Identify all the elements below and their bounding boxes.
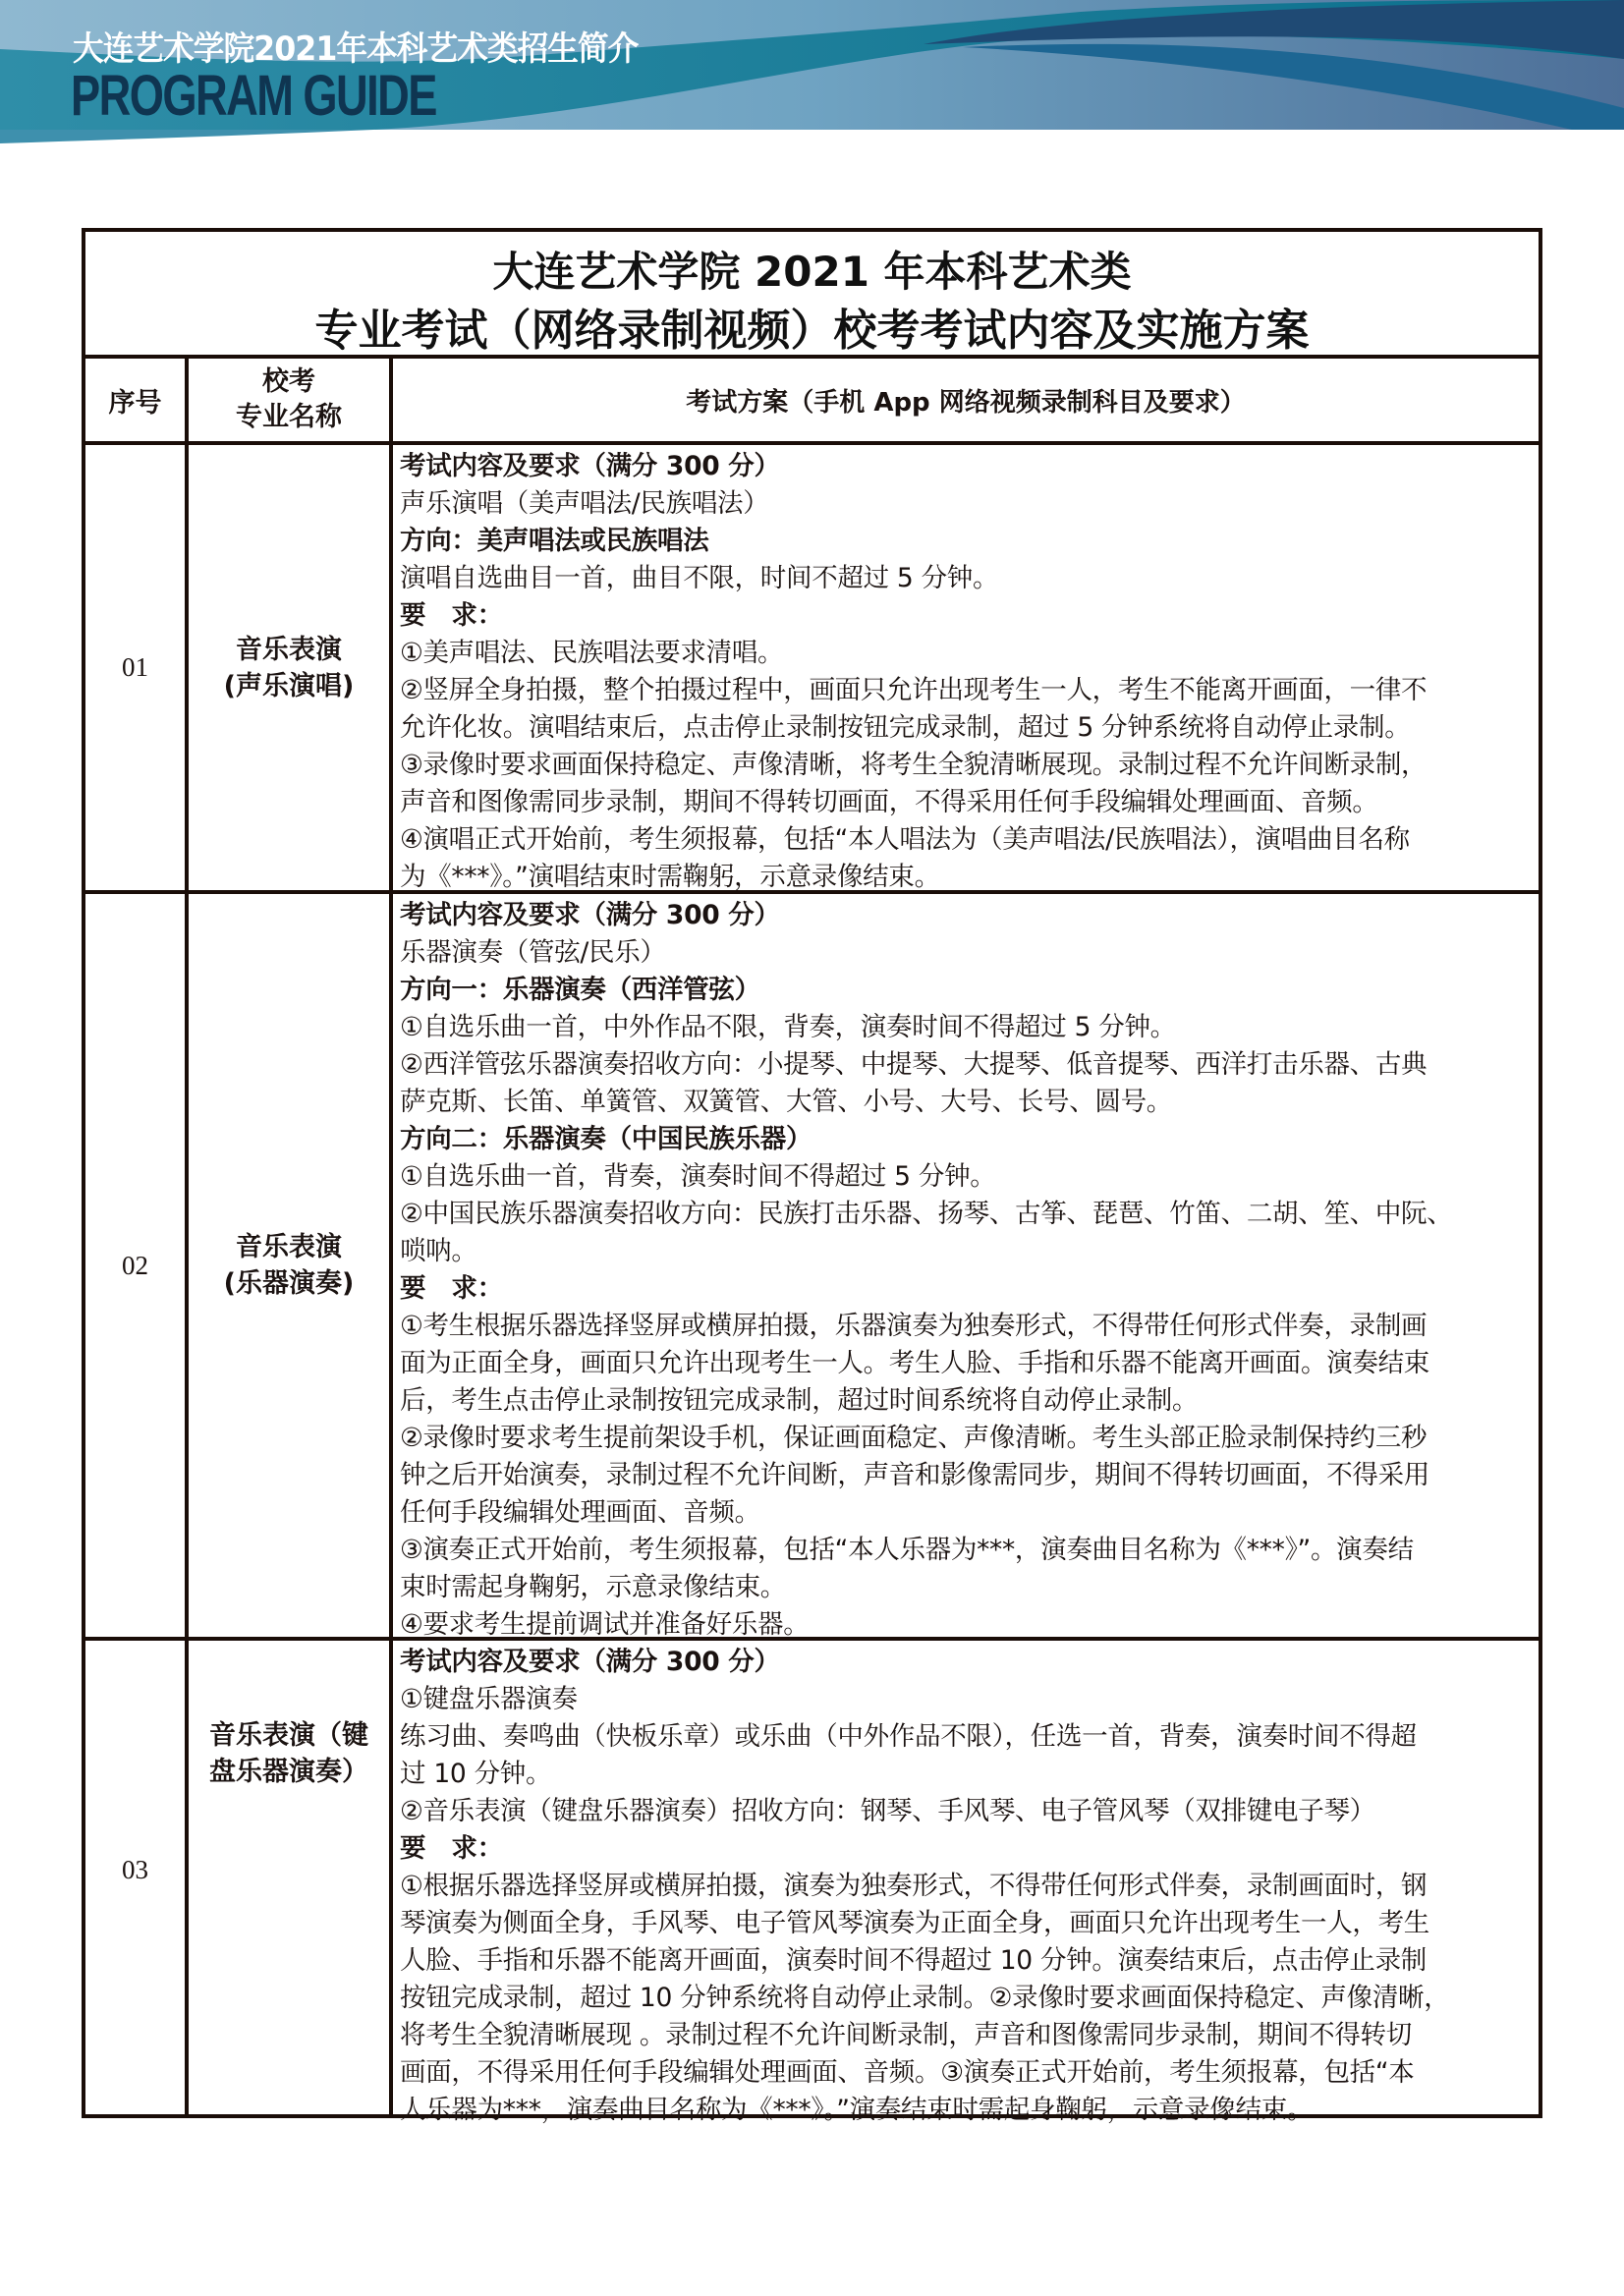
- header-exam-plan: 考试方案（手机 App 网络视频录制科目及要求）: [686, 387, 1246, 418]
- plan-text-line: 练习曲、奏鸣曲（快板乐章）或乐曲（中外作品不限），任选一首，背奏，演奏时间不得超: [400, 1721, 1417, 1752]
- row-major-name-line-1: 音乐表演: [236, 1232, 342, 1262]
- plan-text-line: 任何手段编辑处理画面、音频。: [400, 1497, 760, 1528]
- row-major-name-line-2: 盘乐器演奏）: [209, 1757, 368, 1787]
- plan-text-line: ③录像时要求画面保持稳定、声像清晰，将考生全貌清晰展现。录制过程不允许间断录制，: [400, 750, 1428, 780]
- plan-heading-line: 要 求：: [400, 600, 503, 631]
- header-major-name-line-1: 校考: [262, 366, 315, 397]
- table-row: [85, 1641, 1539, 2125]
- table-row: [85, 894, 1539, 1641]
- plan-heading-line: 方向一：乐器演奏（西洋管弦）: [400, 975, 760, 1005]
- banner-chinese-title: 大连艺术学院2021年本科艺术类招生简介: [73, 29, 639, 69]
- table-header-row: [85, 359, 1539, 445]
- plan-text-line: ③演奏正式开始前，考生须报幕，包括“本人乐器为***，演奏曲目名称为《***》”。演奏结: [400, 1535, 1414, 1565]
- plan-text-line: ②录像时要求考生提前架设手机，保证画面稳定、声像清晰。考生头部正脸录制保持约三秒: [400, 1423, 1428, 1453]
- table-title-line-2: 专业考试（网络录制视频）校考考试内容及实施方案: [314, 306, 1310, 356]
- plan-text-line: 束时需起身鞠躬，示意录像结束。: [400, 1572, 786, 1602]
- plan-text-line: 萨克斯、长笛、单簧管、双簧管、大管、小号、大号、长号、圆号。: [400, 1087, 1172, 1117]
- row-seq-number: 03: [122, 1855, 148, 1884]
- plan-text-line: 将考生全貌清晰展现 。录制过程不允许间断录制，声音和图像需同步录制，期间不得转切: [400, 2020, 1412, 2050]
- plan-text-line: ④演唱正式开始前，考生须报幕，包括“本人唱法为（美声唱法/民族唱法），演唱曲目名称: [400, 824, 1410, 855]
- plan-heading-line: 考试内容及要求（满分 300 分）: [400, 451, 780, 481]
- plan-heading-line: 方向二：乐器演奏（中国民族乐器）: [400, 1124, 812, 1154]
- plan-text-line: 声乐演唱（美声唱法/民族唱法）: [400, 488, 769, 519]
- plan-text-line: ①键盘乐器演奏: [400, 1684, 578, 1714]
- plan-text-line: 乐器演奏（管弦/民乐）: [400, 937, 666, 968]
- plan-text-line: ②竖屏全身拍摄，整个拍摄过程中，画面只允许出现考生一人，考生不能离开画面，一律不: [400, 675, 1428, 705]
- row-seq-number: 02: [122, 1250, 148, 1280]
- plan-text-line: 按钮完成录制，超过 10 分钟系统将自动停止录制。②录像时要求画面保持稳定、声像清晰，: [400, 1983, 1450, 2013]
- plan-text-line: ②音乐表演（键盘乐器演奏）招收方向：钢琴、手风琴、电子管风琴（双排键电子琴）: [400, 1796, 1375, 1826]
- row-major-name-line-1: 音乐表演（键: [209, 1720, 368, 1751]
- row-exam-plan: [400, 448, 1529, 896]
- row-major-name-line-2: (乐器演奏): [223, 1268, 355, 1299]
- plan-text-line: 面为正面全身，画面只允许出现考生一人。考生人脸、手指和乐器不能离开画面。演奏结束: [400, 1348, 1429, 1378]
- row-seq-number: 01: [122, 652, 148, 682]
- plan-text-line: 演唱自选曲目一首，曲目不限，时间不超过 5 分钟。: [400, 563, 999, 593]
- row-major-name-line-2: (声乐演唱): [223, 670, 355, 701]
- plan-text-line: 声音和图像需同步录制，期间不得转切画面，不得采用任何手段编辑处理画面、音频。: [400, 787, 1378, 817]
- plan-text-line: ①考生根据乐器选择竖屏或横屏拍摄，乐器演奏为独奏形式，不得带任何形式伴奏，录制画: [400, 1311, 1428, 1341]
- plan-text-line: 后，考生点击停止录制按钮完成录制，超过时间系统将自动停止录制。: [400, 1385, 1199, 1416]
- plan-text-line: ①根据乐器选择竖屏或横屏拍摄，演奏为独奏形式，不得带任何形式伴奏，录制画面时，钢: [400, 1871, 1428, 1901]
- plan-text-line: ①美声唱法、民族唱法要求清唱。: [400, 638, 784, 668]
- row-major-name: [189, 445, 389, 890]
- banner-english-title: PROGRAM GUIDE: [71, 64, 436, 128]
- row-exam-plan: [400, 897, 1529, 1644]
- header-major-name: [189, 359, 389, 441]
- plan-text-line: 允许化妆。演唱结束后，点击停止录制按钮完成录制，超过 5 分钟系统将自动停止录制。: [400, 712, 1411, 743]
- table-title: [85, 232, 1539, 359]
- row-major-name-line-1: 音乐表演: [236, 634, 342, 665]
- plan-text-line: ④要求考生提前调试并准备好乐器。: [400, 1609, 810, 1640]
- row-major-name: [189, 1641, 389, 2118]
- plan-text-line: 唢呐。: [400, 1236, 477, 1266]
- plan-heading-line: 要 求：: [400, 1833, 503, 1864]
- plan-heading-line: 考试内容及要求（满分 300 分）: [400, 900, 780, 930]
- plan-text-line: 画面，不得采用任何手段编辑处理画面、音频。③演奏正式开始前，考生须报幕，包括“本: [400, 2057, 1415, 2088]
- plan-heading-line: 方向：美声唱法或民族唱法: [400, 526, 709, 556]
- header-seq: 序号: [108, 387, 162, 419]
- header-banner: [0, 0, 1624, 143]
- plan-text-line: ②中国民族乐器演奏招收方向：民族打击乐器、扬琴、古筝、琵琶、竹笛、二胡、笙、中阮、: [400, 1199, 1453, 1229]
- plan-text-line: ①自选乐曲一首，中外作品不限，背奏，演奏时间不得超过 5 分钟。: [400, 1012, 1176, 1042]
- plan-text-line: 琴演奏为侧面全身，手风琴、电子管风琴演奏为正面全身，画面只允许出现考生一人，考生: [400, 1908, 1429, 1938]
- plan-text-line: 钟之后开始演奏，录制过程不允许间断，声音和影像需同步，期间不得转切画面，不得采用: [400, 1460, 1429, 1490]
- exam-plan-table: [82, 228, 1542, 2125]
- plan-text-line: ②西洋管弦乐器演奏招收方向：小提琴、中提琴、大提琴、低音提琴、西洋打击乐器、古典: [400, 1049, 1428, 1080]
- plan-text-line: 为《***》。”演唱结束时需鞠躬，示意录像结束。: [400, 862, 940, 892]
- row-exam-plan: [400, 1644, 1529, 2129]
- header-major-name-line-2: 专业名称: [236, 402, 342, 432]
- row-major-name: [189, 894, 389, 1637]
- plan-heading-line: 要 求：: [400, 1273, 503, 1304]
- plan-text-line: 人乐器为***，演奏曲目名称为《***》。”演奏结束时需起身鞠躬，示意录像结束。: [400, 2095, 1314, 2125]
- plan-heading-line: 考试内容及要求（满分 300 分）: [400, 1647, 780, 1677]
- table-row: [85, 445, 1539, 894]
- plan-text-line: 过 10 分钟。: [400, 1759, 552, 1789]
- plan-text-line: ①自选乐曲一首，背奏，演奏时间不得超过 5 分钟。: [400, 1161, 996, 1192]
- plan-text-line: 人脸、手指和乐器不能离开画面，演奏时间不得超过 10 分钟。演奏结束后，点击停止录制: [400, 1945, 1427, 1976]
- table-title-line-1: 大连艺术学院 2021 年本科艺术类: [492, 248, 1132, 296]
